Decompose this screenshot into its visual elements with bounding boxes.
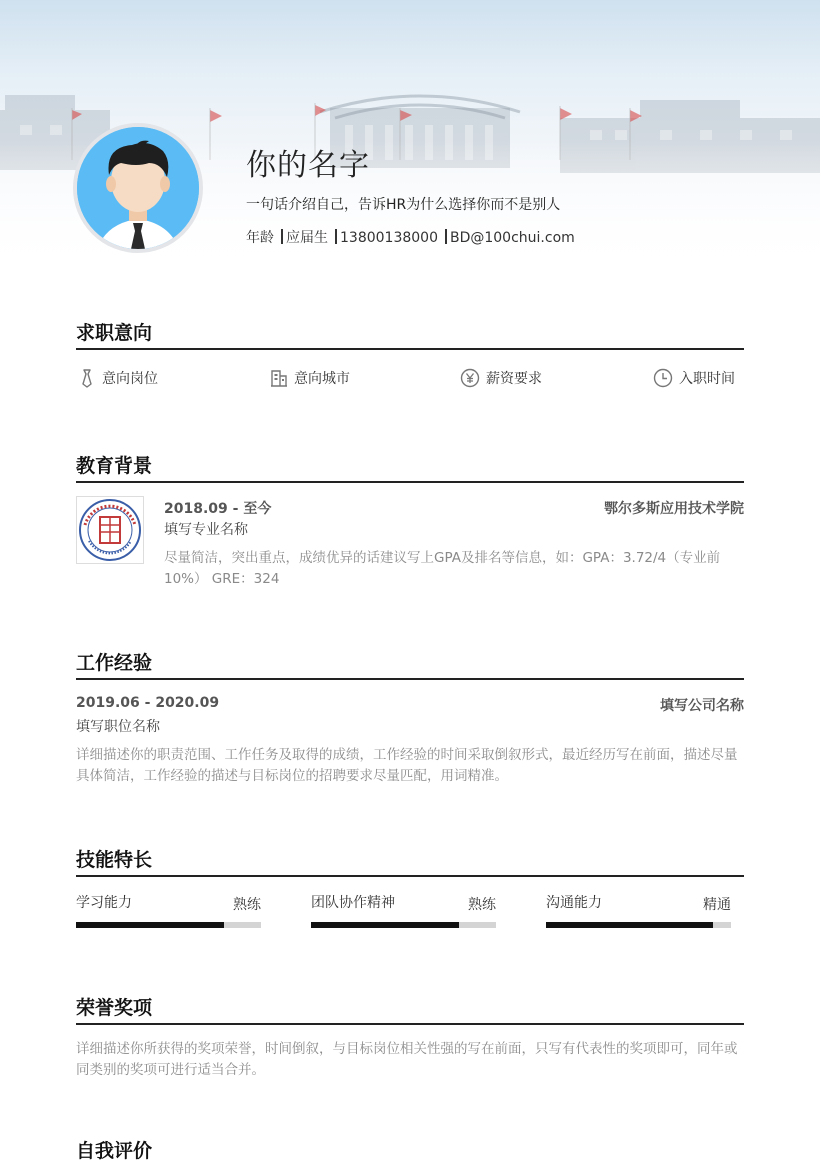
intent-salary-label: 薪资要求 — [486, 371, 542, 387]
skill-name: 沟通能力 — [546, 895, 602, 911]
intent-start-time — [653, 366, 735, 390]
section-title-awards: 荣誉奖项 — [76, 995, 744, 1025]
intent-city — [270, 366, 350, 390]
avatar-illustration — [77, 127, 199, 249]
building-icon — [270, 368, 288, 388]
intent-position-label: 意向岗位 — [102, 371, 158, 387]
contact-status: 应届生 — [286, 230, 328, 246]
education-school: 鄂尔多斯应用技术学院 — [604, 501, 744, 517]
school-logo — [76, 496, 144, 564]
avatar — [73, 123, 203, 253]
education-description: 尽量简洁，突出重点，成绩优异的话建议写上GPA及排名等信息，如：GPA：3.72/4（专业前10%） GRE：324 — [164, 550, 721, 587]
section-title-self-evaluation: 自我评价 — [76, 1140, 153, 1160]
section-title-education: 教育背景 — [76, 453, 744, 483]
skill-name: 学习能力 — [76, 895, 132, 911]
skill-level: 熟练 — [233, 897, 261, 913]
skill-bar — [311, 922, 496, 928]
intent-position — [78, 366, 158, 390]
intent-city-label: 意向城市 — [294, 371, 350, 387]
contact-separator — [281, 229, 283, 244]
education-date: 2018.09 - 至今 — [164, 501, 272, 517]
contact-email: BD@100chui.com — [449, 230, 575, 246]
contact-phone: 13800138000 — [340, 230, 438, 246]
skill-bar-fill — [311, 922, 459, 928]
section-title-skills: 技能特长 — [76, 847, 744, 877]
work-company: 填写公司名称 — [660, 698, 744, 714]
clock-icon — [653, 368, 673, 388]
skill-level: 熟练 — [468, 897, 496, 913]
contact-separator — [335, 229, 337, 244]
yen-icon — [460, 368, 480, 388]
contact-age: 年龄 — [246, 230, 274, 246]
work-date: 2019.06 - 2020.09 — [76, 695, 220, 711]
education-major: 填写专业名称 — [164, 522, 248, 538]
skill-bar — [76, 922, 261, 928]
contact-separator — [445, 229, 447, 244]
tie-icon — [78, 368, 96, 388]
candidate-slogan: 一句话介绍自己，告诉HR为什么选择你而不是别人 — [246, 197, 561, 213]
skill-name: 团队协作精神 — [311, 895, 395, 911]
intent-start-time-label: 入职时间 — [679, 371, 735, 387]
contact-line — [246, 227, 575, 247]
skill-bar-fill — [546, 922, 713, 928]
work-description: 详细描述你的职责范围、工作任务及取得的成绩，工作经验的时间采取倒叙形式，最近经历写在前面，描述尽量具体简洁，工作经验的描述与目标岗位的招聘要求尽量匹配，用词精准。 — [76, 747, 738, 784]
skill-bar — [546, 922, 731, 928]
work-position: 填写职位名称 — [76, 719, 160, 735]
school-seal-icon — [77, 497, 143, 563]
skill-bar-fill — [76, 922, 224, 928]
candidate-name: 你的名字 — [246, 148, 370, 183]
section-title-intent: 求职意向 — [76, 320, 744, 350]
intent-salary — [460, 366, 542, 390]
skill-level: 精通 — [703, 897, 731, 913]
awards-description: 详细描述你所获得的奖项荣誉，时间倒叙，与目标岗位相关性强的写在前面，只写有代表性的奖项即可，同年或同类别的奖项可进行适当合并。 — [76, 1041, 738, 1078]
section-title-work: 工作经验 — [76, 650, 744, 680]
